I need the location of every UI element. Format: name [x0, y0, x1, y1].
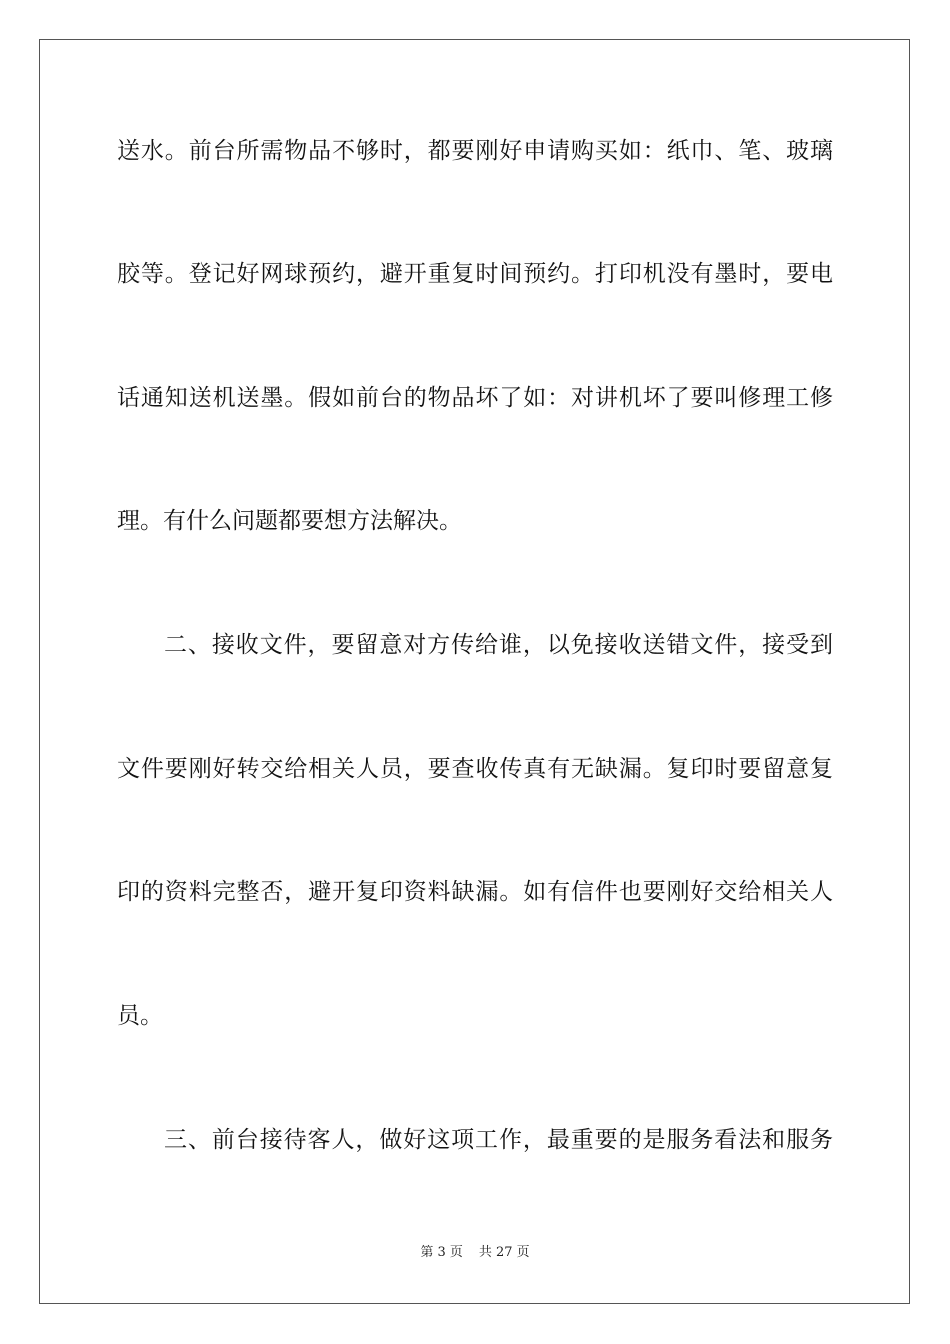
paragraph-line: 理。有什么问题都要想方法解决。 — [117, 508, 462, 534]
paragraph-line: 印的资料完整否，避开复印资料缺漏。如有信件也要刚好交给相关人 — [117, 879, 833, 905]
page-number: 第 3 页 — [420, 1245, 463, 1260]
paragraph-line: 胶等。登记好网球预约，避开重复时间预约。打印机没有墨时，要电 — [117, 261, 833, 287]
page-footer — [0, 1244, 950, 1262]
paragraph-line-indented: 三、前台接待客人，做好这项工作，最重要的是服务看法和服务 — [164, 1127, 833, 1153]
paragraph-line-indented: 二、接收文件，要留意对方传给谁，以免接收送错文件，接受到 — [164, 632, 833, 658]
page-border — [39, 39, 910, 1304]
paragraph-line: 员。 — [117, 1003, 163, 1029]
paragraph-line: 文件要刚好转交给相关人员，要查收传真有无缺漏。复印时要留意复 — [117, 756, 833, 782]
page-total: 共 27 页 — [478, 1245, 530, 1260]
paragraph-line: 送水。前台所需物品不够时，都要刚好申请购买如：纸巾、笔、玻璃 — [117, 138, 833, 164]
paragraph-line: 话通知送机送墨。假如前台的物品坏了如：对讲机坏了要叫修理工修 — [117, 385, 833, 411]
